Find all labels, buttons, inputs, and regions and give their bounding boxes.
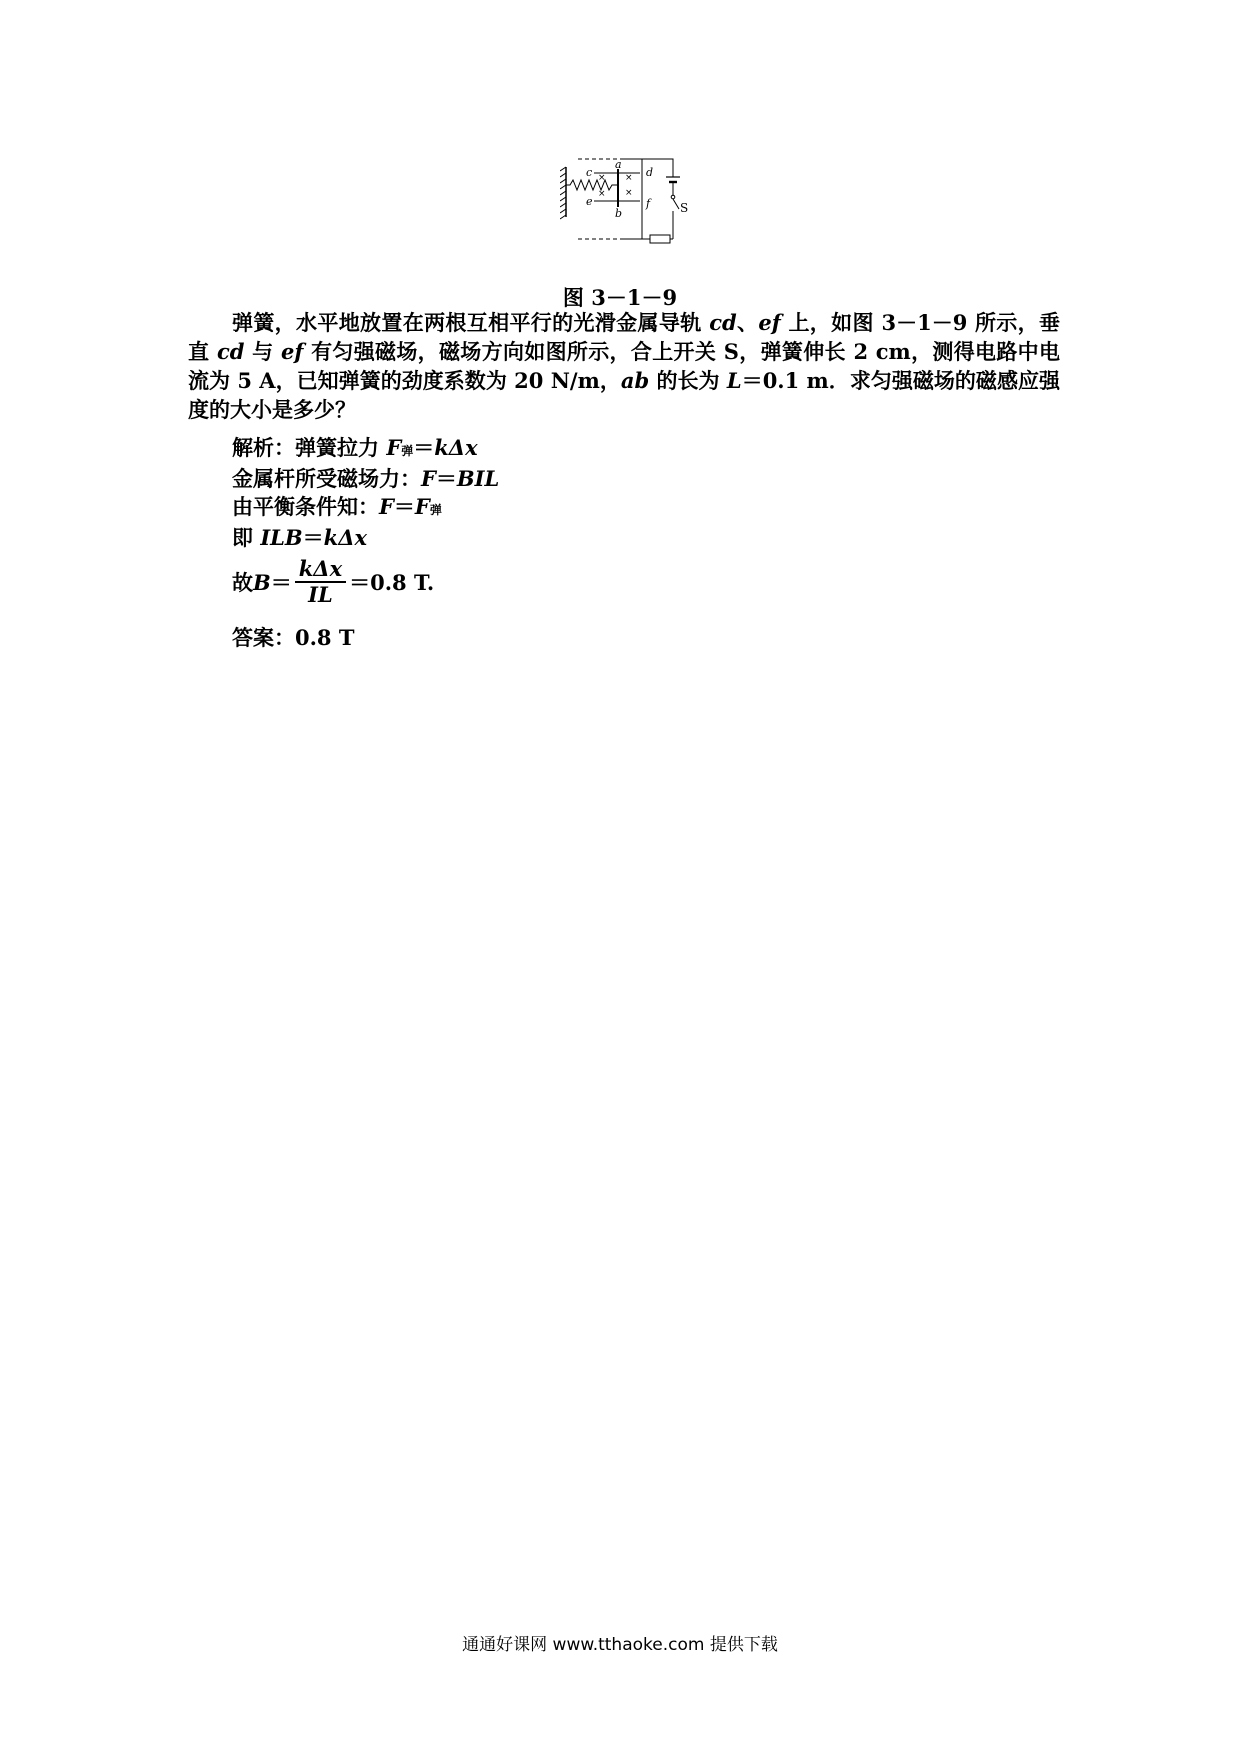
solution-line-2: 金属杆所受磁场力：F＝BIL xyxy=(232,466,500,491)
solution-line-5: 故 B ＝ $\frac{\text{kΔx}}{IL}$ ＝0.8 T. xyxy=(232,556,435,607)
label-d: d xyxy=(646,166,654,179)
document-body xyxy=(188,308,1060,652)
answer: 答案：0.8 T xyxy=(232,625,355,650)
field-mark: × xyxy=(625,173,633,183)
figure-caption: 图 3－1－9 xyxy=(562,285,678,310)
fraction-numerator: kΔx xyxy=(295,557,346,583)
label-a: a xyxy=(615,158,622,171)
fraction-denominator: IL xyxy=(308,582,333,607)
label-switch-s: S xyxy=(680,201,689,215)
connector-wire xyxy=(622,159,642,239)
footer-text: 通通好课网 www.tthaoke.com 提供下载 xyxy=(462,1635,778,1655)
problem-text: 弹簧，水平地放置在两根互相平行的光滑金属导轨 xyxy=(232,310,710,335)
field-mark: × xyxy=(598,173,606,183)
switch-contact-top xyxy=(671,195,675,199)
var-cd: cd xyxy=(709,310,737,335)
label-f: f xyxy=(646,197,651,210)
problem-text: 与 xyxy=(244,339,282,364)
circuit-diagram xyxy=(560,155,720,275)
problem-text: 的长为 xyxy=(649,368,727,393)
solution-line-3: 由平衡条件知：F＝F弹 xyxy=(232,494,442,519)
problem-text: ＝0.1 m．求匀强磁场的磁感应强度的大小是多少？ xyxy=(188,368,1060,422)
problem-text: 上，如图 3－1－9 所示，垂直 xyxy=(188,310,1060,364)
spring xyxy=(566,180,618,190)
resistor xyxy=(650,235,670,243)
solution-line-4: 即 ILB＝kΔx xyxy=(232,525,368,550)
wall-hatch xyxy=(560,167,566,219)
label-e: e xyxy=(586,195,593,208)
field-mark: × xyxy=(625,188,633,198)
var-cd: cd xyxy=(216,339,245,364)
label-c: c xyxy=(586,166,593,179)
var-ef: ef xyxy=(281,339,304,364)
problem-statement xyxy=(188,308,1060,424)
var-ef: ef xyxy=(758,310,781,335)
circuit-figure xyxy=(560,155,720,275)
var-L: L xyxy=(726,368,742,393)
fraction xyxy=(295,557,346,607)
field-mark: × xyxy=(598,189,606,199)
problem-text: 、 xyxy=(736,310,759,335)
solution-line-1: 解析：弹簧拉力 F弹＝kΔx xyxy=(232,435,478,460)
field-marks xyxy=(598,173,633,199)
label-b: b xyxy=(615,207,623,220)
var-ab: ab xyxy=(620,368,650,393)
switch-blade xyxy=(673,199,679,209)
problem-text: 有匀强磁场，磁场方向如图所示，合上开关 S，弹簧伸长 2 cm，测得电路中电流为 5 A，已知弹簧的劲度系数为 20 N/m， xyxy=(188,339,1061,393)
